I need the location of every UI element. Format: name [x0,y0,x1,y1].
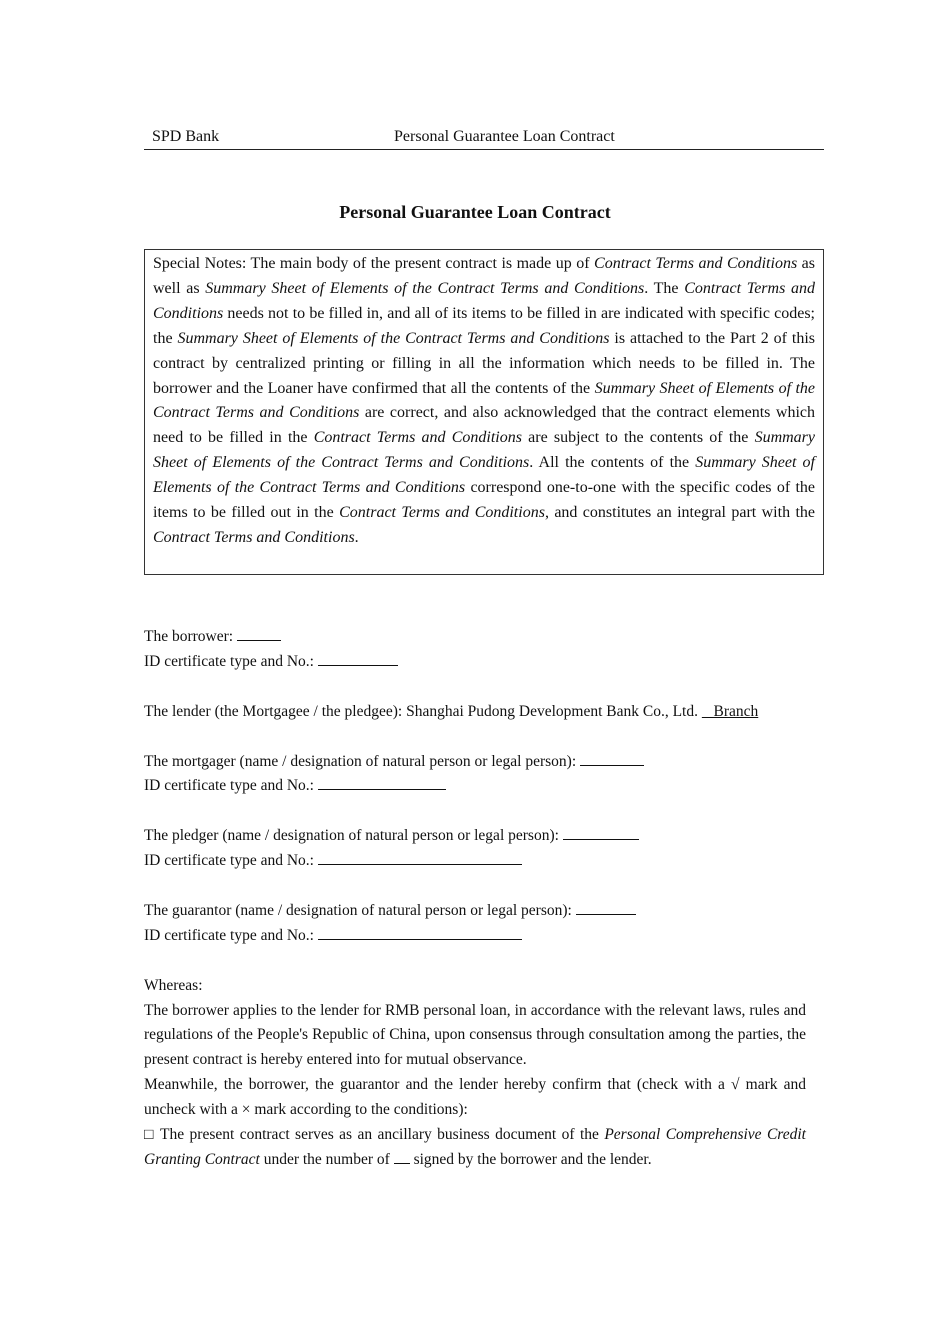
notes-text: Special Notes: The main body of the present contract is made up of [153,255,595,272]
notes-italic-ref: Summary Sheet of Elements of the Contract Terms and Conditions [153,454,815,497]
borrower-id-line [144,650,806,675]
notes-italic-ref: Contract Terms and Conditions [153,279,815,322]
notes-italic-ref: Contract Terms and Conditions [594,255,798,272]
whereas-paragraph-2: Meanwhile, the borrower, the guarantor and the lender hereby confirm that (check with a √ mark and uncheck with a × mark according to the conditions): [144,1076,806,1119]
notes-text: . All the contents of the [529,454,696,472]
whereas-p3-italic: Personal Comprehensive Credit Granting Contract [144,1126,806,1168]
mortgager-label: The mortgager (name / designation of natural person or legal person): [144,752,581,770]
notes-text: , and constitutes an integral part with the [544,504,816,522]
notes-italic-ref: Summary Sheet of Elements of the Contract Terms and Conditions [205,279,645,297]
pledger-line [144,824,806,849]
notes-text: are correct, and also acknowledged that the contract elements which need to be filled in the [153,404,816,447]
notes-italic-ref: Summary Sheet of Elements of the Contract Terms and Conditions [153,379,816,422]
whereas-p3-text: under the number of [259,1150,394,1168]
notes-text: correspond one-to-one with the specific codes of the items to be filled out in the [153,479,816,522]
mortgager-line [144,750,806,775]
guarantor-line [144,899,806,924]
header-contract-title: Personal Guarantee Loan Contract [394,128,615,145]
notes-text: needs not to be filled in, and all of its items to be filled in are indicated with specific codes; the [153,304,815,347]
lender-line [144,700,806,725]
document-title: Personal Guarantee Loan Contract [339,202,611,222]
notes-italic-ref: Contract Terms and Conditions [153,528,355,546]
borrower-blank[interactable] [237,626,281,641]
mortgager-id-blank[interactable] [318,775,446,790]
id-label: ID certificate type and No.: [144,652,318,670]
mortgager-id-line [144,774,806,799]
pledger-id-blank[interactable] [318,850,522,865]
notes-italic-ref: Contract Terms and Conditions [313,429,522,447]
lender-branch-text: Branch [713,702,759,720]
pledger-label: The pledger (name / designation of natural person or legal person): [144,827,563,845]
page-header [144,127,824,150]
guarantor-blank[interactable] [576,900,636,915]
guarantor-id-line [144,924,806,949]
whereas-paragraph-3 [144,1123,806,1173]
guarantor-id-blank[interactable] [318,925,522,940]
id-label: ID certificate type and No.: [144,777,318,795]
whereas-p3-text: signed by the borrower and the lender. [409,1150,652,1168]
lender-label: The lender (the Mortgagee / the pledgee): Shanghai Pudong Development Bank Co., Ltd. [144,702,702,720]
whereas-p3-text: The present contract serves as an ancillary business document of the [154,1126,605,1144]
id-label: ID certificate type and No.: [144,926,318,944]
notes-italic-ref: Summary Sheet of Elements of the Contract Terms and Conditions [153,429,815,472]
borrower-label: The borrower: [144,628,237,645]
notes-italic-ref: Contract Terms and Conditions [339,504,545,522]
pledger-blank[interactable] [563,825,639,840]
checkbox-icon[interactable]: □ [144,1126,155,1144]
borrower-line [144,625,806,650]
contract-number-blank[interactable] [394,1149,410,1164]
borrower-id-blank[interactable] [318,651,398,666]
id-label: ID certificate type and No.: [144,852,318,870]
header-bank-name: SPD Bank [152,128,220,145]
notes-text: as well as [153,255,816,297]
notes-text: . [354,528,359,546]
lender-branch [702,703,758,720]
whereas-paragraph-1: The borrower applies to the lender for RMB personal loan, in accordance with the relevant laws, rules and regulations of the People's Republic of China, upon consensus through consultation among the parties, the present contract is hereby entered into for mutual observance. [144,1001,806,1069]
notes-text: are subject to the contents of the [521,429,755,447]
notes-text: is attached to the Part 2 of this contract by centralized printing or filling in all the information which needs to be filled in. The borrower and the Loaner have confirmed that all the contents of the [153,329,815,397]
whereas-heading: Whereas: [144,976,203,994]
notes-text: . The [644,279,685,297]
pledger-id-line [144,849,806,874]
mortgager-blank[interactable] [580,751,644,766]
special-notes-box [144,249,824,575]
notes-italic-ref: Summary Sheet of Elements of the Contract Terms and Conditions [177,329,610,347]
guarantor-label: The guarantor (name / designation of natural person or legal person): [144,901,576,919]
contract-parties [144,625,806,1173]
